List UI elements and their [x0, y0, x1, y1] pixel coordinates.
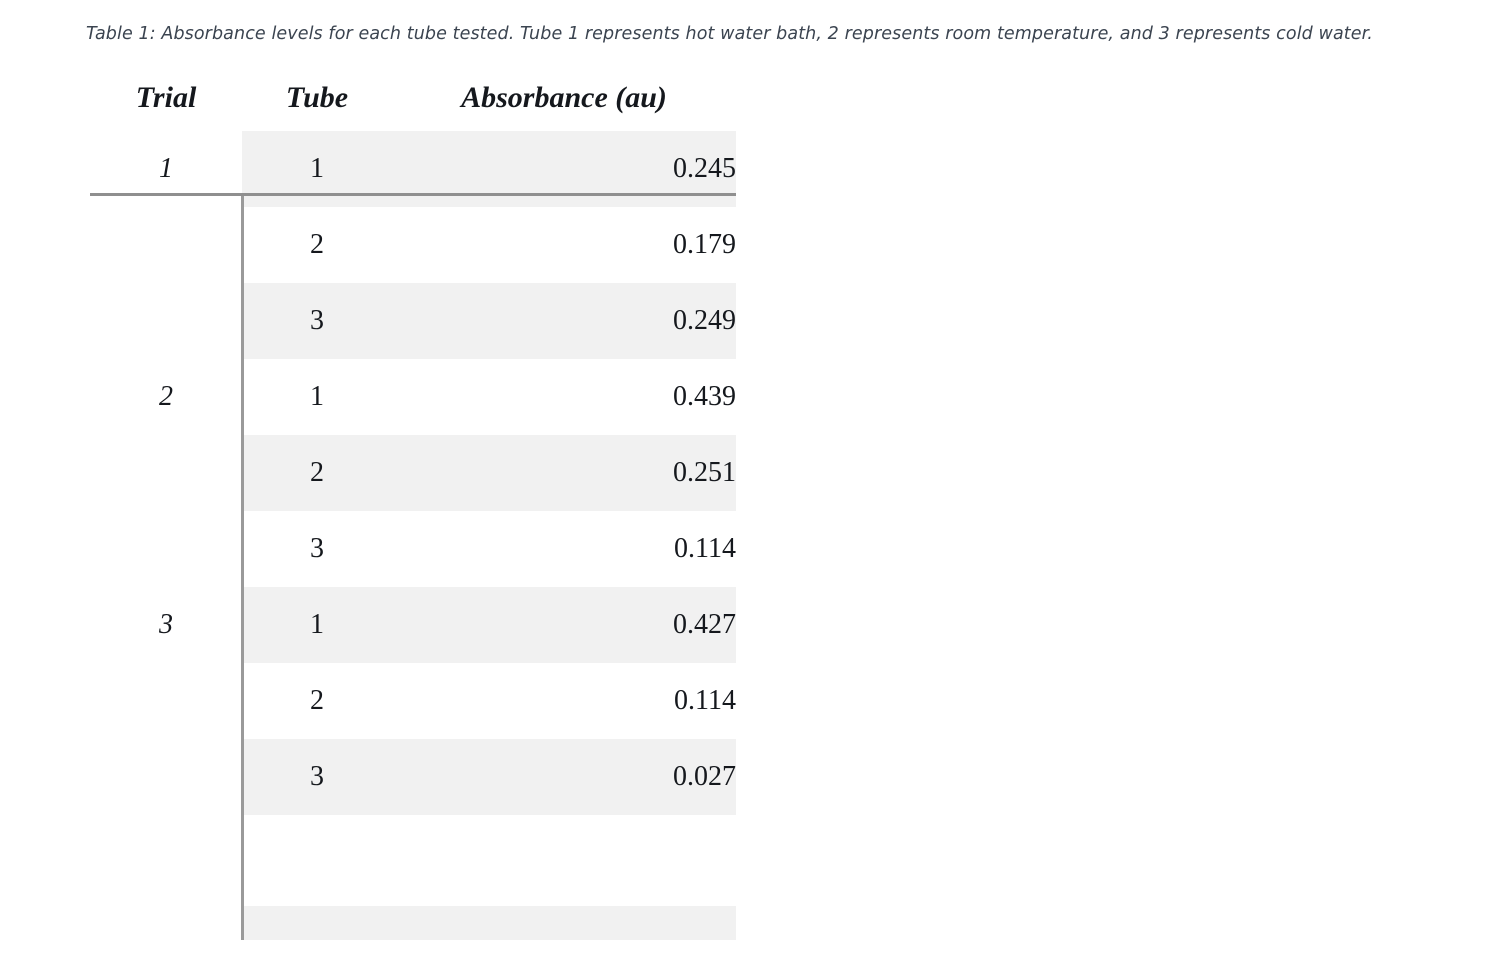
cell-trial: 1: [90, 131, 242, 207]
cell-absorbance: 0.249: [392, 283, 736, 359]
cell-tube: 2: [242, 435, 392, 511]
cell-tube: 1: [242, 131, 392, 207]
cell-absorbance: 0.027: [392, 739, 736, 815]
cell-tube: 3: [242, 283, 392, 359]
cell-tube: 3: [310, 533, 324, 565]
absorbance-table: [90, 81, 736, 815]
cell-tube: 2: [310, 685, 324, 717]
cell-absorbance: 0.114: [674, 685, 736, 717]
cell-absorbance: 0.245: [392, 131, 736, 207]
cell-tube: 3: [242, 739, 392, 815]
column-header-tube: Tube: [285, 81, 349, 115]
column-header-trial: Trial: [135, 81, 197, 115]
cell-absorbance: 0.114: [674, 533, 736, 565]
table-row: [90, 511, 736, 587]
table-row: [90, 739, 736, 815]
cell-tube: 1: [242, 587, 392, 663]
cell-trial: 3: [90, 587, 242, 663]
cell-tube: 1: [310, 381, 324, 413]
cell-trial: [90, 435, 242, 511]
cell-trial: [90, 283, 242, 359]
cell-absorbance: 0.427: [392, 587, 736, 663]
cell-absorbance: 0.251: [392, 435, 736, 511]
table-row: [90, 283, 736, 359]
cell-absorbance: 0.179: [673, 229, 736, 261]
cell-trial: [90, 739, 242, 815]
cell-trial: [90, 207, 242, 283]
table-caption: Table 1: Absorbance levels for each tube tested. Tube 1 represents hot water bath, 2 represents room temperature, and 3 represents cold water.: [86, 24, 1373, 44]
table-header-row: [90, 81, 736, 131]
table-vertical-rule: [241, 196, 244, 940]
table-row: [90, 435, 736, 511]
table-row: [90, 587, 736, 663]
table-row: [90, 663, 736, 739]
column-header-absorbance: Absorbance (au): [461, 81, 667, 115]
table-top-rule: [90, 193, 736, 196]
table-row: [90, 207, 736, 283]
cell-tube: 2: [310, 229, 324, 261]
cell-trial: [90, 511, 242, 587]
table-row: [90, 359, 736, 435]
table-header: [90, 81, 736, 131]
cell-absorbance: 0.439: [673, 381, 736, 413]
table-bottom-shading: [244, 906, 736, 940]
table-body: [90, 131, 736, 815]
absorbance-table-container: [90, 81, 736, 815]
cell-trial: 2: [90, 359, 242, 435]
cell-trial: [90, 663, 242, 739]
